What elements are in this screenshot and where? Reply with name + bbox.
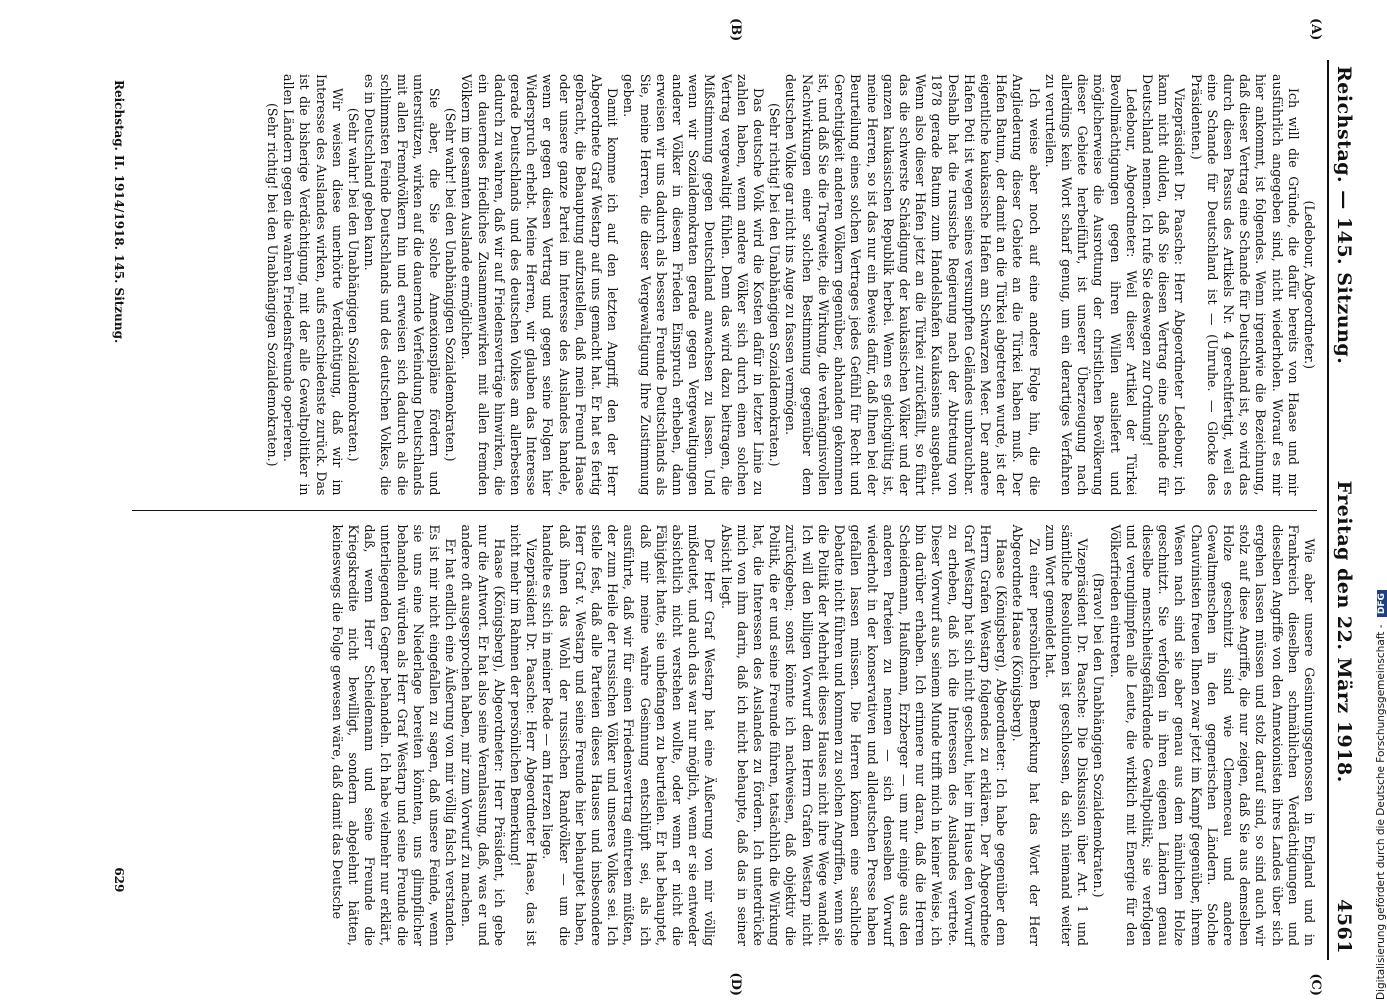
marker-c: (C) (1308, 973, 1323, 996)
paragraph: Das deutsche Volk wird die Kosten dafür in letzter Linie zu zahlen haben, wenn andere Völker sich durch einen solchen Vertrag vergewaltigt fühlen. Denn das wird dazu beitragen, die Mißstimmung gegen Deutschland anwachsen zu lassen. Und wenn wir Sozialdemokraten gerade gegen Vergewaltigungen anderer Völker in diesem Frieden Einspruch erheben, dann erweisen wir uns dadurch als bessere Freunde Deutschlands als Sie, meine Herren, die dieser Vergewaltigung Ihre Zustimmung geben. (621, 74, 767, 496)
paragraph: (Sehr richtig! bei den Unabhängigen Sozialdemokraten.) (265, 102, 280, 467)
paragraph: Vizepräsident Dr. Paasche: Die Diskussion über Art. 1 und sämtliche Resolutionen ist geschlossen, da sich niemand weiter zum Wort gemeldet hat. (1042, 524, 1091, 946)
footer-page: 629 (112, 867, 126, 893)
footer-text: Reichstag. II. 1914/1918. 145. Sitzung. (112, 80, 126, 344)
paragraph: Haase (Königsberg), Abgeordneter: Ich habe gegenüber dem Herrn Grafen Westarp folgendes zu erklären. Der Abgeordnete Graf Westarp hat sich nicht gescheut, hier im Hause den Vorwurf zu erheben, daß ich die Interessen des Auslandes vertrete. Dieser Vorwurf aus seinem Munde trifft mich in keiner Weise, ich bin darüber erhaben. Ich erinnere nur daran, daß die Herren Scheidemann, Haußmann, Erzberger — um nur einige aus den anderen Parteien zu nennen — sich denselben Vorwurf wiederholt in der konservativen und alldeutschen Presse haben gefallen lassen müssen. Die Herren können eine sachliche Debatte nicht führen und kommen zu solchen Angriffen, wenn sie die Politik der Mehrheit dieses Hauses nicht ihre Wege wandelt. Ich will den billigen Vorwurf dem Herrn Grafen Westarp nicht zurückgeben; sonst könnte ich nachweisen, daß objektiv die Politik, die er und seine Freunde führen, tatsächlich die Wirkung hat, die Interessen des Auslandes zu fördern. Ich unterdrücke mich von ihm darin, daß ich nicht behaupte, daß das in seiner Absicht liegt. (718, 524, 1010, 946)
paragraph: Sie aber, die Sie solche Annexionspläne fördern und unterstützen, wirken auf die dauernde Verfeindung Deutschlands mit allen Fremdvölkern hin und erweisen sich dadurch als die schlimmsten Feinde Deutschlands und des deutschen Volkes, die es in Deutschland geben kann. (362, 74, 443, 496)
left-column (132, 60, 1317, 511)
sidebar-credit-text: Digitalisierung gefördert durch die Deutsche Forschungsgemeinschaft - (1375, 624, 1387, 1000)
paragraph: (Ledebour, Abgeordneter.) (1302, 200, 1317, 370)
paragraph: Vizepräsident Dr. Paasche: Herr Abgeordneter Haase, das ist nicht mehr im Rahmen der persönlichen Bemerkung! (508, 524, 540, 946)
sidebar-credit (1357, 0, 1387, 1000)
paragraph: Ich weise aber noch auf eine andere Folge hin, die die Angliederung dieser Gebiete an die Türkei haben muß. Der Hafen Batum, der damit an die Türkei abgetreten wurde, ist der eigentliche kaukasische Hafen am Schwarzen Meer. Der andere Hafen Poti ist wegen seines versumpften Geländes unbrauchbar. Deshalb hat die russische Regierung nach der Abtretung von 1878 gerade Batum zum Handelshafen Kaukasiens ausgebaut. Wenn also dieser Hafen jetzt an die Türkei zurückfällt, so führt das die schwerste Schädigung der kaukasischen Völker und der ganzen kaukasischen Republik herbei. Wenn es gleichgültig ist, meine Herren, so ist das nur ein Beweis dafür, daß Ihnen bei der Beurteilung eines solchen Vertrages jedes Gefühl für Recht und Gerechtigkeit anderen Völkern gegenüber, abhanden gekommen ist, und daß Sie die Tragweite, die Wirkung, die verhängnisvollen Nachwirkungen einer solchen Bestimmung gegenüber dem deutschen Volke gar nicht ins Auge zu fassen vermögen. (783, 74, 1042, 496)
header-left: Reichstag. — 145. Sitzung. (1333, 66, 1355, 365)
marker-b: (B) (728, 18, 743, 42)
right-column (132, 511, 1317, 961)
page-footer (112, 60, 126, 960)
paragraph: (Sehr wahr! bei den Unabhängigen Sozialdemokraten.) (443, 107, 459, 462)
paragraph: (Sehr richtig! bei den Unabhängigen Sozialdemokraten.) (767, 102, 783, 467)
marker-d: (D) (728, 972, 743, 996)
header-right: Freitag den 22. März 1918. (1333, 480, 1355, 783)
page-number: 4561 (1333, 899, 1355, 954)
paragraph: Ich will die Gründe, die dafür bereits von Haase und mir ausführlich angegeben sind, nicht wiederholen. Worauf es mir hier ankommt, ist folgendes. Wenn irgendwie die Bezeichnung, daß dieser Vertrag eine Schande für Deutschland ist, so wird das durch diesen Passus des Artikels Nr. 4 gerechtfertigt, weil es eine Schande für Deutschland ist — (Unruhe. — Glocke des Präsidenten.) (1188, 74, 1301, 496)
paragraph: Der Herr Graf Westarp hat eine Äußerung von mir völlig mißdeutet, und auch das war nur möglich, wenn er sie entweder absichtlich nicht verstehen wollte, oder wenn er nicht die Fähigkeit hatte, sie unbefangen zu beurteilen. Er hat behauptet, daß mir meine wahre Gesinnung entschlüpft sei, als ich ausführte, daß wir für einen Friedensvertrag eintreten müßten, der zum Heile der russischen Völker und unseres Volkes sei. Ich stelle fest, daß alle Parteien dieses Hauses und insbesondere Herr Graf v. Westarp und seine Freunde hier behauptet haben, daß ihnen das Wohl der russischen Randvölker — um die handelte es sich in meiner Rede — am Herzen liege. (540, 524, 718, 946)
paragraph: Wir weisen diese unerhörte Verdächtigung, daß wir im Interesse des Auslandes wirken, aufs entschiedenste zurück. Das ist die bisherige Verdächtigung, mit der alle Gewaltpolitiker in allen Ländern gegen die wahren Friedensfreunde operieren. (281, 74, 345, 496)
paragraph: (Sehr wahr! bei den Unabhängigen Sozialdemokraten.) (346, 107, 362, 462)
paragraph: Zu einer persönlichen Bemerkung hat das Wort der Herr Abgeordnete Haase (Königsberg). (1010, 524, 1042, 946)
paragraph: Wie aber unsere Gesinnungsgenossen in England und in Frankreich dieselben schmählichen Verdächtigungen und dieselben Angriffe von den Annexionisten ihres Landes über sich ergehen lassen müssen und stolz darauf sind, so sind auch wir stolz auf diese Angriffe, die nur zeigen, daß Sie aus demselben Holze geschnitzt sind wie Clemenceau und andere Gewaltmenschen in den gegnerischen Ländern. Solche Chauvinisten freuen Ihnen zwar jetzt im Kampf gegenüber, ihrem Wesen nach sind sie aber genau aus dem nämlichen Holze geschnitzt. Sie verfolgen in ihren eigenen Ländern genau dieselbe menschheitsgefährdende Gewaltpolitik; sie verfolgen und verunglimpfen alle Leute, die wirklich mit Energie für den Völkerfrieden eintreten. (1107, 524, 1317, 946)
paragraph: Vizepräsident Dr. Paasche: Herr Abgeordneter Ledebour, ich kann nicht dulden, daß Sie diesen Vertrag eine Schande für Deutschland nennen. Ich rufe Sie deswegen zur Ordnung! (1139, 74, 1188, 496)
page-header (1327, 60, 1355, 960)
paragraph: Er hat endlich eine Äußerung von mir völlig falsch verstanden. Es ist mir nicht eingefallen zu sagen, daß unsere Feinde, wenn sie uns eine Niederlage bereiten könnten, uns glimpflicher behandeln würden als Herr Graf Westarp und seine Freunde die unterliegenden Gegner behandeln. Ich habe vielmehr nur erklärt, daß, wenn Herr Scheidemann und seine Freunde die Kriegskredite nicht bewilligt, sondern abgelehnt hätten, keineswegs die Folge gewesen wäre, daß damit das Deutsche (329, 524, 459, 946)
dfg-logo: DFG (1377, 590, 1387, 617)
paragraph: Ledebour, Abgeordneter: Weil dieser Artikel der Türkei Bevollmächtigungen gegen ihren Willen ausliefert und möglicherweise die Ausrottung der christlichen Bevölkerung dieser Gebiete herbeiführt, ist unserer Überzeugung nach allerdings kein Wort scharf genug, um ein derartiges Verfahren zu verurteilen. (1042, 74, 1139, 496)
marker-a: (A) (1308, 18, 1323, 41)
paragraph: Damit komme ich auf den letzten Angriff, den der Herr Abgeordnete Graf Westarp auf uns gemacht hat. Er hat es fertig gebracht, die Behauptung aufzustellen, daß mein Freund Haase oder unsere ganze Partei im Interesse des Auslandes handele, wenn er gegen diesen Vertrag und gegen seine Folgen hier Widerspruch erhebt. Meine Herren, wir glauben das Interesse gerade Deutschlands und des deutschen Volkes am allerbesten dadurch zu wahren, daß wir auf Friedensverträge hinwirken, die ein dauerndes friedliches Zusammenwirken mit allen fremden Völkern im gesamten Auslande ermöglichen. (459, 74, 621, 496)
paragraph: (Bravo! bei den Unabhängigen Sozialdemokraten.) (1091, 572, 1107, 898)
paragraph: Haase (Königsberg), Abgeordneter: Herr Präsident, ich gebe nur die Antwort. Er hat also seine Veranlassung, daß, was er und andere oft ausgesprochen haben, mir zum Vorwurf zu machen. (459, 524, 507, 946)
text-columns (132, 60, 1317, 960)
